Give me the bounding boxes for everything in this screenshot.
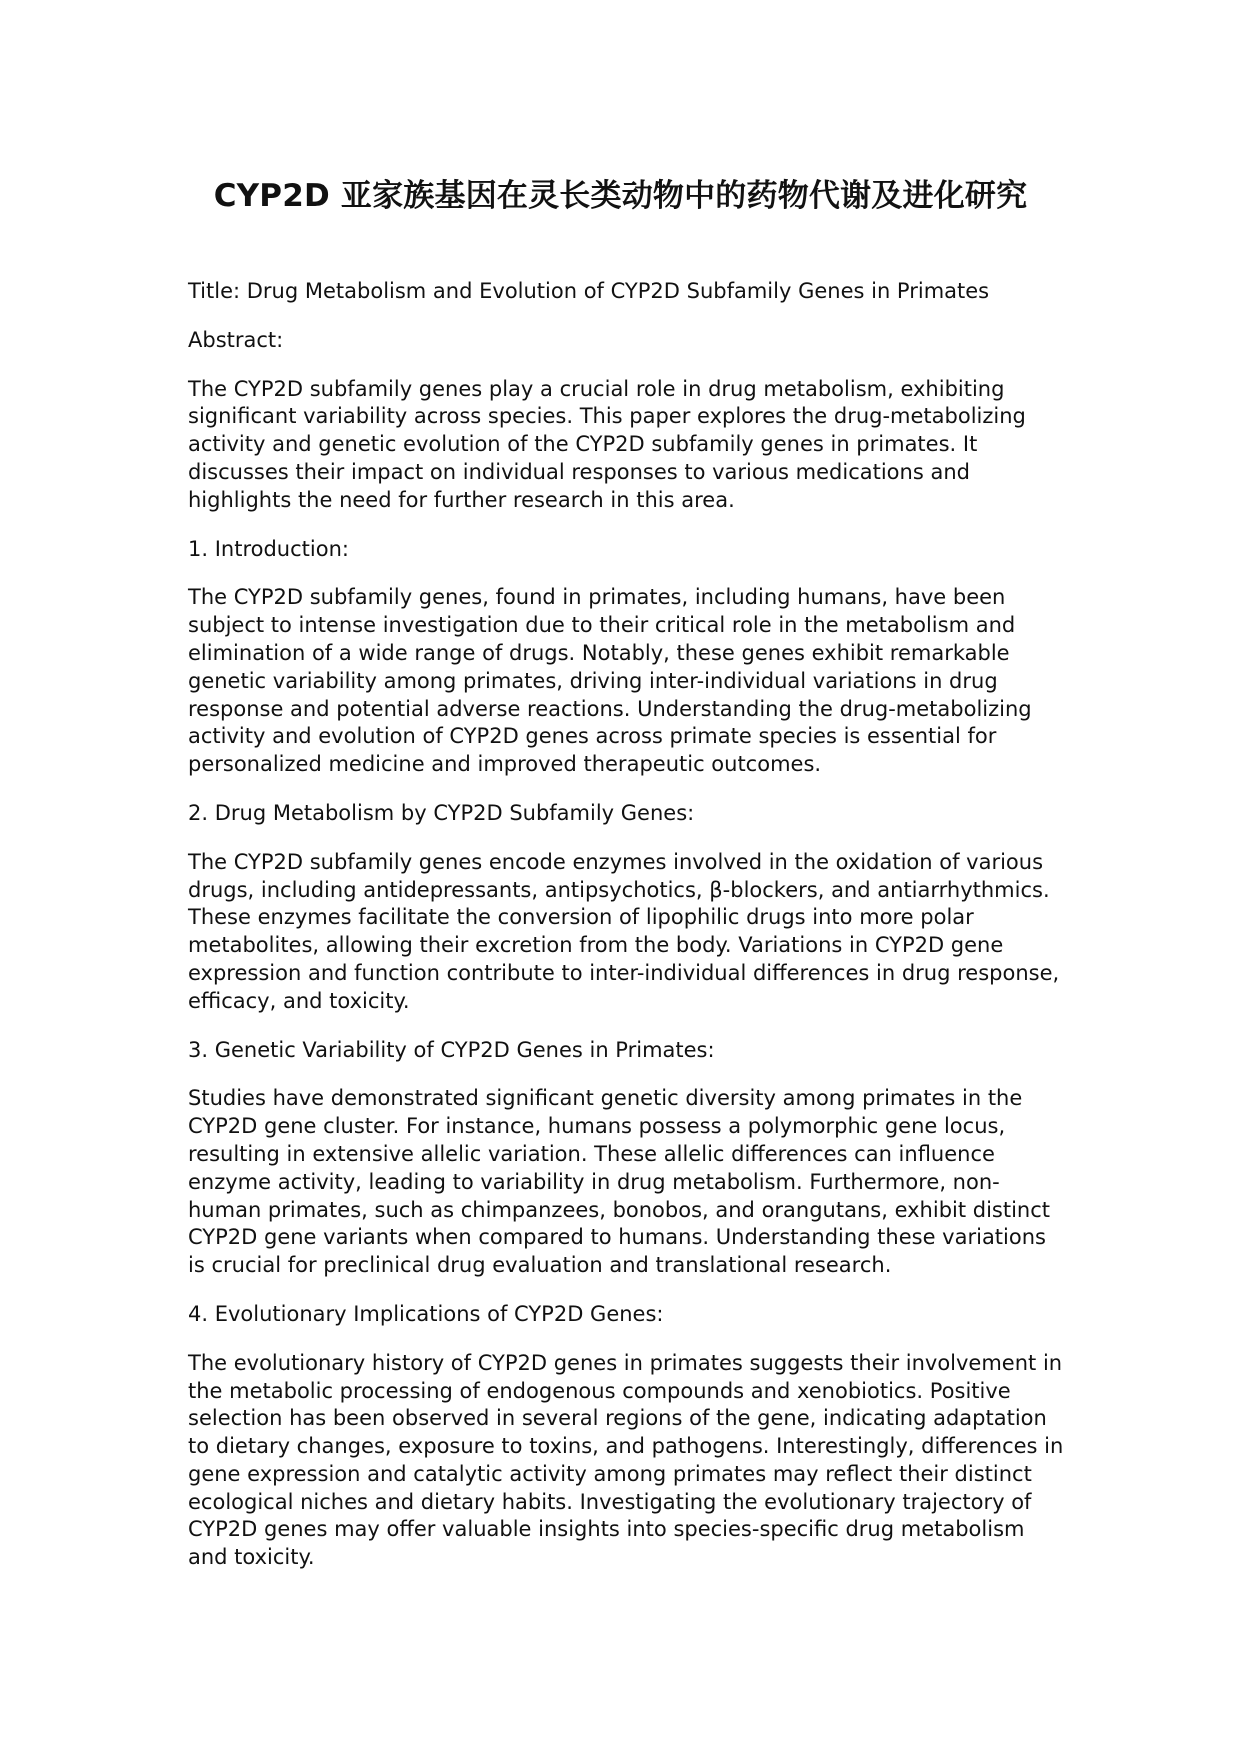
section-heading-introduction: 1. Introduction:: [188, 536, 349, 561]
section-heading-drug-metabolism: 2. Drug Metabolism by CYP2D Subfamily Genes:: [188, 800, 695, 825]
drug-metabolism-paragraph: The CYP2D subfamily genes encode enzymes involved in the oxidation of various drugs, including antidepressants, antipsychotics, β-blockers, and antiarrhythmics. These enzymes facilitate the conversion of lipophilic drugs into more polar metabolites, allowing their excretion from the body. Variations in CYP2D gene expression and function contribute to inter-individual differences in drug response, efficacy, and toxicity.: [188, 849, 1060, 1013]
abstract-paragraph: The CYP2D subfamily genes play a crucial role in drug metabolism, exhibiting significant variability across species. This paper explores the drug-metabolizing activity and genetic evolution of the CYP2D subfamily genes in primates. It discusses their impact on individual responses to various medications and highlights the need for further research in this area.: [188, 376, 1026, 512]
introduction-paragraph: The CYP2D subfamily genes, found in primates, including humans, have been subject to intense investigation due to their critical role in the metabolism and elimination of a wide range of drugs. Notably, these genes exhibit remarkable genetic variability among primates, driving inter-individual variations in drug response and potential adverse reactions. Understanding the drug-metabolizing activity and evolution of CYP2D genes across primate species is essential for personalized medicine and improved therapeutic outcomes.: [188, 585, 1032, 777]
evolutionary-implications-paragraph: The evolutionary history of CYP2D genes in primates suggests their involvement in the metabolic processing of endogenous compounds and xenobiotics. Positive selection has been observed in several regions of the gene, indicating adaptation to dietary changes, exposure to toxins, and pathogens. Interestingly, differences in gene expression and catalytic activity among primates may reflect their distinct ecological niches and dietary habits. Investigating the evolutionary trajectory of CYP2D genes may offer valuable insights into species-specific drug metabolism and toxicity.: [188, 1350, 1064, 1570]
genetic-variability-paragraph: Studies have demonstrated significant genetic diversity among primates in the CYP2D gene cluster. For instance, humans possess a polymorphic gene locus, resulting in extensive allelic variation. These allelic differences can influence enzyme activity, leading to variability in drug metabolism. Furthermore, non-human primates, such as chimpanzees, bonobos, and orangutans, exhibit distinct CYP2D gene variants when compared to humans. Understanding these variations is crucial for preclinical drug evaluation and translational research.: [188, 1086, 1051, 1278]
abstract-heading: Abstract:: [188, 327, 284, 352]
section-heading-genetic-variability: 3. Genetic Variability of CYP2D Genes in Primates:: [188, 1037, 715, 1062]
document-title: CYP2D 亚家族基因在灵长类动物中的药物代谢及进化研究: [213, 178, 1028, 214]
title-line: Title: Drug Metabolism and Evolution of CYP2D Subfamily Genes in Primates: [188, 279, 990, 303]
document-body: [188, 278, 1068, 1593]
section-heading-evolutionary-implications: 4. Evolutionary Implications of CYP2D Genes:: [188, 1301, 664, 1326]
